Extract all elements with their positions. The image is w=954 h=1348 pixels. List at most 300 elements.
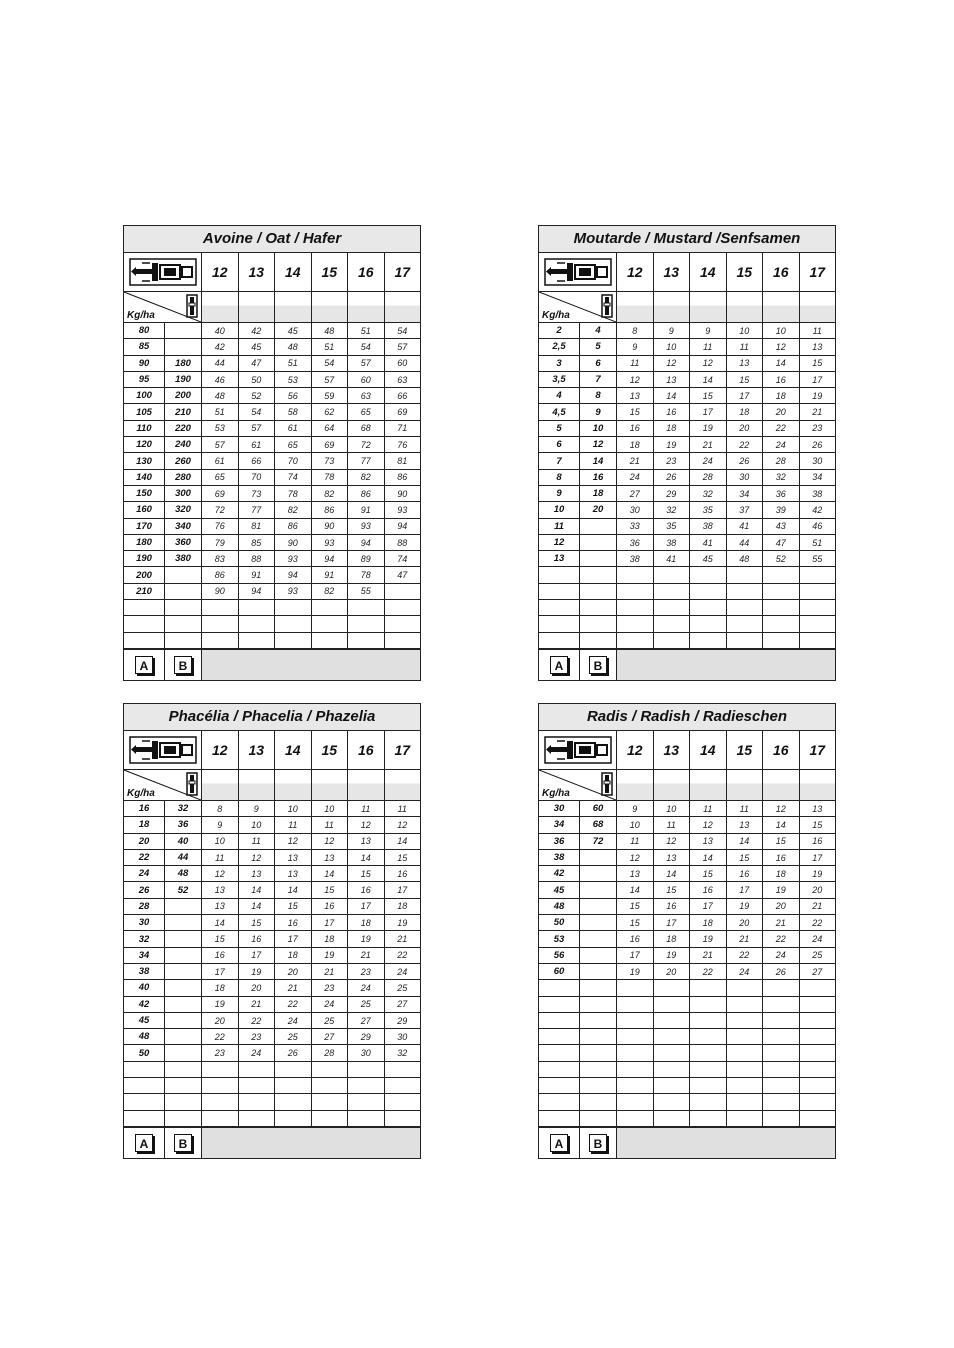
value-cell: 17 bbox=[202, 964, 239, 979]
rate-b-cell: 4 bbox=[580, 323, 617, 338]
table-row bbox=[539, 600, 835, 616]
value-cell: 23 bbox=[202, 1045, 239, 1060]
value-cell: 32 bbox=[397, 1048, 408, 1059]
value-cell: 15 bbox=[275, 899, 312, 914]
value-cell: 47 bbox=[397, 570, 408, 581]
seed-table-card bbox=[123, 703, 421, 1159]
value-cell bbox=[617, 600, 654, 615]
rate-cell: 22 bbox=[124, 850, 165, 865]
value-cell bbox=[312, 633, 349, 648]
footer-row bbox=[539, 1127, 835, 1158]
value-cell: 18 bbox=[727, 404, 764, 419]
table-row bbox=[539, 817, 835, 833]
value-cell bbox=[275, 1111, 312, 1126]
value-cell: 20 bbox=[202, 1013, 239, 1028]
table-title: Phacélia / Phacelia / Phazelia bbox=[124, 704, 420, 731]
value-cell: 23 bbox=[654, 453, 691, 468]
value-cell bbox=[763, 633, 800, 648]
value-cell: 11 bbox=[727, 339, 764, 354]
value-cell: 14 bbox=[397, 836, 408, 847]
value-cell bbox=[690, 600, 727, 615]
table-row bbox=[124, 1094, 420, 1110]
rate-cell: 190 bbox=[124, 551, 165, 566]
value-cell: 69 bbox=[312, 437, 349, 452]
value-cell: 51 bbox=[202, 404, 239, 419]
value-cell: 69 bbox=[397, 407, 408, 418]
value-cell: 14 bbox=[239, 882, 276, 897]
value-cell: 93 bbox=[275, 584, 312, 599]
value-cell bbox=[385, 584, 421, 599]
value-cell bbox=[312, 616, 349, 631]
table-row bbox=[539, 1111, 835, 1127]
value-cell: 15 bbox=[312, 882, 349, 897]
value-cell: 93 bbox=[312, 535, 349, 550]
value-cell: 21 bbox=[312, 964, 349, 979]
value-cell: 13 bbox=[617, 866, 654, 881]
value-cell: 13 bbox=[348, 834, 385, 849]
rate-b-cell bbox=[580, 584, 617, 599]
value-cell: 22 bbox=[727, 948, 764, 963]
table-row bbox=[539, 1029, 835, 1045]
value-cell: 23 bbox=[812, 423, 823, 434]
value-cell bbox=[690, 980, 727, 995]
value-cell: 8 bbox=[202, 801, 239, 816]
value-cell: 36 bbox=[617, 535, 654, 550]
value-cell bbox=[727, 1045, 764, 1060]
unit-cell bbox=[539, 770, 617, 800]
value-cell: 15 bbox=[727, 850, 764, 865]
unit-cell bbox=[124, 770, 202, 800]
value-cell: 94 bbox=[312, 551, 349, 566]
value-cell: 86 bbox=[312, 502, 349, 517]
rate-cell: 4,5 bbox=[539, 404, 580, 419]
rate-b-cell: 16 bbox=[580, 470, 617, 485]
rate-b-cell bbox=[165, 980, 202, 995]
value-cell: 78 bbox=[312, 470, 349, 485]
table-row bbox=[539, 1045, 835, 1061]
value-cell: 14 bbox=[348, 850, 385, 865]
rate-b-cell bbox=[580, 997, 617, 1012]
value-cell: 21 bbox=[812, 407, 823, 418]
value-cell bbox=[800, 980, 836, 995]
table-row bbox=[539, 633, 835, 649]
rate-b-cell bbox=[165, 1062, 202, 1077]
rate-cell: 28 bbox=[124, 899, 165, 914]
value-cell: 20 bbox=[727, 421, 764, 436]
rate-cell: 48 bbox=[539, 899, 580, 914]
value-cell: 53 bbox=[275, 372, 312, 387]
rate-cell: 6 bbox=[539, 437, 580, 452]
table-row bbox=[124, 1029, 420, 1045]
value-cell: 11 bbox=[690, 339, 727, 354]
value-cell bbox=[763, 616, 800, 631]
value-cell: 11 bbox=[202, 850, 239, 865]
value-cell bbox=[654, 584, 691, 599]
value-cell: 19 bbox=[727, 899, 764, 914]
value-cell: 72 bbox=[348, 437, 385, 452]
rate-b-cell: 48 bbox=[165, 866, 202, 881]
value-cell: 22 bbox=[690, 964, 727, 979]
table-row bbox=[539, 551, 835, 567]
value-cell bbox=[654, 1111, 691, 1126]
value-cell: 13 bbox=[617, 388, 654, 403]
machine-cell bbox=[539, 731, 617, 769]
seed-table-card bbox=[538, 225, 836, 681]
rate-b-cell: 7 bbox=[580, 372, 617, 387]
rate-cell: 42 bbox=[539, 866, 580, 881]
value-cell: 18 bbox=[763, 866, 800, 881]
rate-cell bbox=[539, 567, 580, 582]
value-cell: 46 bbox=[812, 521, 823, 532]
value-cell: 51 bbox=[348, 323, 385, 338]
value-cell: 16 bbox=[275, 915, 312, 930]
value-cell bbox=[800, 1111, 836, 1126]
table-row bbox=[539, 1062, 835, 1078]
rate-cell: 30 bbox=[124, 915, 165, 930]
value-cell: 38 bbox=[690, 519, 727, 534]
value-cell bbox=[690, 584, 727, 599]
value-cell: 14 bbox=[617, 882, 654, 897]
rate-cell bbox=[124, 600, 165, 615]
table-row bbox=[539, 866, 835, 882]
value-cell: 77 bbox=[348, 453, 385, 468]
value-cell: 17 bbox=[397, 885, 408, 896]
rate-cell: 3 bbox=[539, 356, 580, 371]
value-cell: 10 bbox=[763, 323, 800, 338]
value-cell bbox=[654, 1029, 691, 1044]
setting-cell bbox=[348, 292, 385, 322]
value-cell: 30 bbox=[617, 502, 654, 517]
rate-cell: 26 bbox=[124, 882, 165, 897]
value-cell: 14 bbox=[690, 850, 727, 865]
seed-table-card bbox=[123, 225, 421, 681]
value-cell: 54 bbox=[239, 404, 276, 419]
value-cell: 14 bbox=[312, 866, 349, 881]
value-cell bbox=[763, 584, 800, 599]
value-cell bbox=[690, 1062, 727, 1077]
table-row bbox=[539, 339, 835, 355]
value-cell: 12 bbox=[397, 819, 408, 830]
value-cell: 29 bbox=[654, 486, 691, 501]
value-cell bbox=[690, 616, 727, 631]
rate-b-cell bbox=[165, 339, 202, 354]
value-cell: 81 bbox=[239, 519, 276, 534]
table-row bbox=[124, 915, 420, 931]
value-cell: 20 bbox=[812, 885, 823, 896]
value-cell: 65 bbox=[202, 470, 239, 485]
value-cell: 82 bbox=[348, 470, 385, 485]
value-cell: 55 bbox=[812, 553, 823, 564]
setting-cell bbox=[654, 292, 691, 322]
value-cell bbox=[690, 1111, 727, 1126]
rate-cell: 60 bbox=[539, 964, 580, 979]
value-cell: 23 bbox=[348, 964, 385, 979]
value-cell: 15 bbox=[617, 404, 654, 419]
value-cell: 61 bbox=[202, 453, 239, 468]
value-cell: 19 bbox=[202, 997, 239, 1012]
rate-b-cell bbox=[165, 1029, 202, 1044]
value-cell: 60 bbox=[397, 358, 408, 369]
value-cell: 9 bbox=[239, 801, 276, 816]
value-cell: 22 bbox=[727, 437, 764, 452]
value-cell: 16 bbox=[312, 899, 349, 914]
unit-label: Kg/ha bbox=[542, 788, 570, 799]
value-cell: 12 bbox=[763, 339, 800, 354]
value-cell: 21 bbox=[763, 915, 800, 930]
value-cell: 16 bbox=[397, 868, 408, 879]
value-cell bbox=[763, 1029, 800, 1044]
value-cell: 10 bbox=[654, 339, 691, 354]
table-row bbox=[124, 470, 420, 486]
table-row bbox=[539, 567, 835, 583]
table-row bbox=[124, 323, 420, 339]
column-header: 12 bbox=[617, 253, 654, 291]
value-cell bbox=[654, 980, 691, 995]
value-cell: 15 bbox=[812, 819, 823, 830]
table-body bbox=[124, 801, 420, 1127]
value-cell: 60 bbox=[348, 372, 385, 387]
rate-b-cell: 18 bbox=[580, 486, 617, 501]
value-cell: 52 bbox=[239, 388, 276, 403]
value-cell: 30 bbox=[348, 1045, 385, 1060]
value-cell: 19 bbox=[312, 948, 349, 963]
value-cell: 21 bbox=[690, 948, 727, 963]
value-cell: 22 bbox=[763, 931, 800, 946]
value-cell: 17 bbox=[727, 882, 764, 897]
rate-cell bbox=[539, 584, 580, 599]
value-cell: 81 bbox=[397, 456, 408, 467]
machine-cell bbox=[539, 253, 617, 291]
value-cell bbox=[654, 600, 691, 615]
value-cell: 16 bbox=[348, 882, 385, 897]
value-cell: 17 bbox=[275, 931, 312, 946]
table-row bbox=[539, 535, 835, 551]
value-cell: 14 bbox=[727, 834, 764, 849]
table-row bbox=[124, 633, 420, 649]
rate-b-cell bbox=[580, 519, 617, 534]
unit-label: Kg/ha bbox=[542, 310, 570, 321]
rate-cell: 50 bbox=[124, 1045, 165, 1060]
value-cell bbox=[348, 1094, 385, 1109]
value-cell: 21 bbox=[239, 997, 276, 1012]
rate-b-cell: 5 bbox=[580, 339, 617, 354]
rate-b-cell bbox=[165, 915, 202, 930]
column-header: 17 bbox=[394, 264, 411, 280]
value-cell: 45 bbox=[275, 323, 312, 338]
column-header: 13 bbox=[654, 731, 691, 769]
column-header: 17 bbox=[809, 742, 826, 758]
rate-b-cell bbox=[165, 567, 202, 582]
value-cell bbox=[727, 1029, 764, 1044]
value-cell: 21 bbox=[690, 437, 727, 452]
column-header: 16 bbox=[763, 253, 800, 291]
value-cell: 32 bbox=[690, 486, 727, 501]
value-cell: 89 bbox=[348, 551, 385, 566]
key-b-icon: B bbox=[589, 1134, 607, 1152]
value-cell: 51 bbox=[275, 356, 312, 371]
unit-row bbox=[539, 770, 835, 801]
rate-b-cell bbox=[580, 535, 617, 550]
table-row bbox=[539, 899, 835, 915]
rate-b-cell bbox=[165, 1078, 202, 1093]
value-cell: 24 bbox=[727, 964, 764, 979]
table-title: Radis / Radish / Radieschen bbox=[539, 704, 835, 731]
value-cell: 51 bbox=[312, 339, 349, 354]
value-cell: 28 bbox=[763, 453, 800, 468]
value-cell: 93 bbox=[275, 551, 312, 566]
value-cell bbox=[202, 616, 239, 631]
value-cell bbox=[763, 1111, 800, 1126]
table-row bbox=[124, 372, 420, 388]
value-cell: 48 bbox=[202, 388, 239, 403]
value-cell: 90 bbox=[275, 535, 312, 550]
rate-b-cell bbox=[580, 1013, 617, 1028]
setting-cell bbox=[617, 292, 654, 322]
setting-cell bbox=[275, 292, 312, 322]
key-b-icon: B bbox=[174, 1134, 192, 1152]
value-cell: 82 bbox=[275, 502, 312, 517]
value-cell: 90 bbox=[397, 488, 408, 499]
value-cell bbox=[275, 1094, 312, 1109]
table-row bbox=[539, 915, 835, 931]
table-row bbox=[539, 931, 835, 947]
table-row bbox=[124, 866, 420, 882]
rate-cell: 130 bbox=[124, 453, 165, 468]
rate-cell bbox=[124, 1094, 165, 1109]
value-cell: 15 bbox=[239, 915, 276, 930]
rate-cell: 45 bbox=[124, 1013, 165, 1028]
value-cell: 76 bbox=[397, 439, 408, 450]
value-cell: 82 bbox=[312, 486, 349, 501]
value-cell: 27 bbox=[348, 1013, 385, 1028]
value-cell: 9 bbox=[617, 339, 654, 354]
value-cell: 27 bbox=[397, 999, 408, 1010]
table-row bbox=[124, 486, 420, 502]
table-row bbox=[124, 584, 420, 600]
rate-b-cell: 6 bbox=[580, 356, 617, 371]
value-cell: 33 bbox=[617, 519, 654, 534]
setting-cell bbox=[312, 770, 349, 800]
rate-b-cell bbox=[580, 600, 617, 615]
value-cell: 10 bbox=[654, 801, 691, 816]
value-cell: 24 bbox=[239, 1045, 276, 1060]
value-cell: 57 bbox=[348, 356, 385, 371]
value-cell bbox=[654, 1013, 691, 1028]
table-row bbox=[124, 421, 420, 437]
value-cell: 70 bbox=[275, 453, 312, 468]
rate-b-cell: 32 bbox=[165, 801, 202, 816]
value-cell: 45 bbox=[239, 339, 276, 354]
table-row bbox=[124, 1045, 420, 1061]
value-cell: 12 bbox=[654, 834, 691, 849]
key-a-cell bbox=[124, 650, 165, 680]
value-cell bbox=[763, 567, 800, 582]
rate-b-cell: 52 bbox=[165, 882, 202, 897]
value-cell bbox=[617, 980, 654, 995]
value-cell: 57 bbox=[397, 341, 408, 352]
rate-b-cell bbox=[580, 980, 617, 995]
value-cell: 19 bbox=[654, 948, 691, 963]
value-cell: 70 bbox=[239, 470, 276, 485]
rate-b-cell bbox=[165, 948, 202, 963]
value-cell: 44 bbox=[202, 356, 239, 371]
seed-table-card bbox=[538, 703, 836, 1159]
value-cell: 25 bbox=[348, 997, 385, 1012]
value-cell: 40 bbox=[202, 323, 239, 338]
value-cell: 61 bbox=[239, 437, 276, 452]
value-cell: 66 bbox=[239, 453, 276, 468]
rate-cell: 38 bbox=[124, 964, 165, 979]
value-cell: 14 bbox=[239, 899, 276, 914]
value-cell bbox=[617, 1094, 654, 1109]
value-cell bbox=[202, 1111, 239, 1126]
lever-icon-wrap bbox=[186, 772, 198, 800]
value-cell bbox=[654, 1078, 691, 1093]
value-cell: 88 bbox=[397, 537, 408, 548]
table-title: Moutarde / Mustard /Senfsamen bbox=[539, 226, 835, 253]
footer-fill bbox=[202, 1128, 420, 1158]
value-cell: 48 bbox=[275, 339, 312, 354]
value-cell bbox=[385, 600, 421, 615]
rate-cell: 50 bbox=[539, 915, 580, 930]
rate-cell bbox=[539, 1029, 580, 1044]
column-header: 14 bbox=[275, 253, 312, 291]
rate-b-cell bbox=[580, 616, 617, 631]
value-cell bbox=[385, 1111, 421, 1126]
footer-fill bbox=[617, 1128, 835, 1158]
value-cell bbox=[348, 1078, 385, 1093]
table-row bbox=[124, 817, 420, 833]
unit-cell bbox=[124, 292, 202, 322]
rate-b-cell bbox=[580, 948, 617, 963]
value-cell bbox=[275, 616, 312, 631]
value-cell: 24 bbox=[275, 1013, 312, 1028]
rate-b-cell: 10 bbox=[580, 421, 617, 436]
key-b-icon: B bbox=[589, 656, 607, 674]
value-cell: 12 bbox=[275, 834, 312, 849]
value-cell: 19 bbox=[654, 437, 691, 452]
rate-cell: 13 bbox=[539, 551, 580, 566]
value-cell: 94 bbox=[397, 521, 408, 532]
setting-cell bbox=[348, 770, 385, 800]
unit-row bbox=[124, 770, 420, 801]
rate-cell: 11 bbox=[539, 519, 580, 534]
value-cell: 15 bbox=[654, 882, 691, 897]
value-cell bbox=[617, 616, 654, 631]
value-cell: 59 bbox=[312, 388, 349, 403]
rate-b-cell: 340 bbox=[165, 519, 202, 534]
value-cell: 63 bbox=[348, 388, 385, 403]
table-row bbox=[539, 882, 835, 898]
rate-cell: 32 bbox=[124, 931, 165, 946]
value-cell: 57 bbox=[202, 437, 239, 452]
value-cell bbox=[654, 1045, 691, 1060]
value-cell: 13 bbox=[727, 356, 764, 371]
key-a-icon: A bbox=[550, 656, 568, 674]
rate-cell: 100 bbox=[124, 388, 165, 403]
value-cell: 16 bbox=[202, 948, 239, 963]
value-cell: 13 bbox=[690, 834, 727, 849]
value-cell bbox=[800, 584, 836, 599]
rate-cell: 95 bbox=[124, 372, 165, 387]
footer-row bbox=[124, 649, 420, 680]
setting-cell bbox=[690, 770, 727, 800]
value-cell: 21 bbox=[617, 453, 654, 468]
table-row bbox=[539, 801, 835, 817]
value-cell: 69 bbox=[202, 486, 239, 501]
table-row bbox=[539, 470, 835, 486]
value-cell bbox=[654, 616, 691, 631]
